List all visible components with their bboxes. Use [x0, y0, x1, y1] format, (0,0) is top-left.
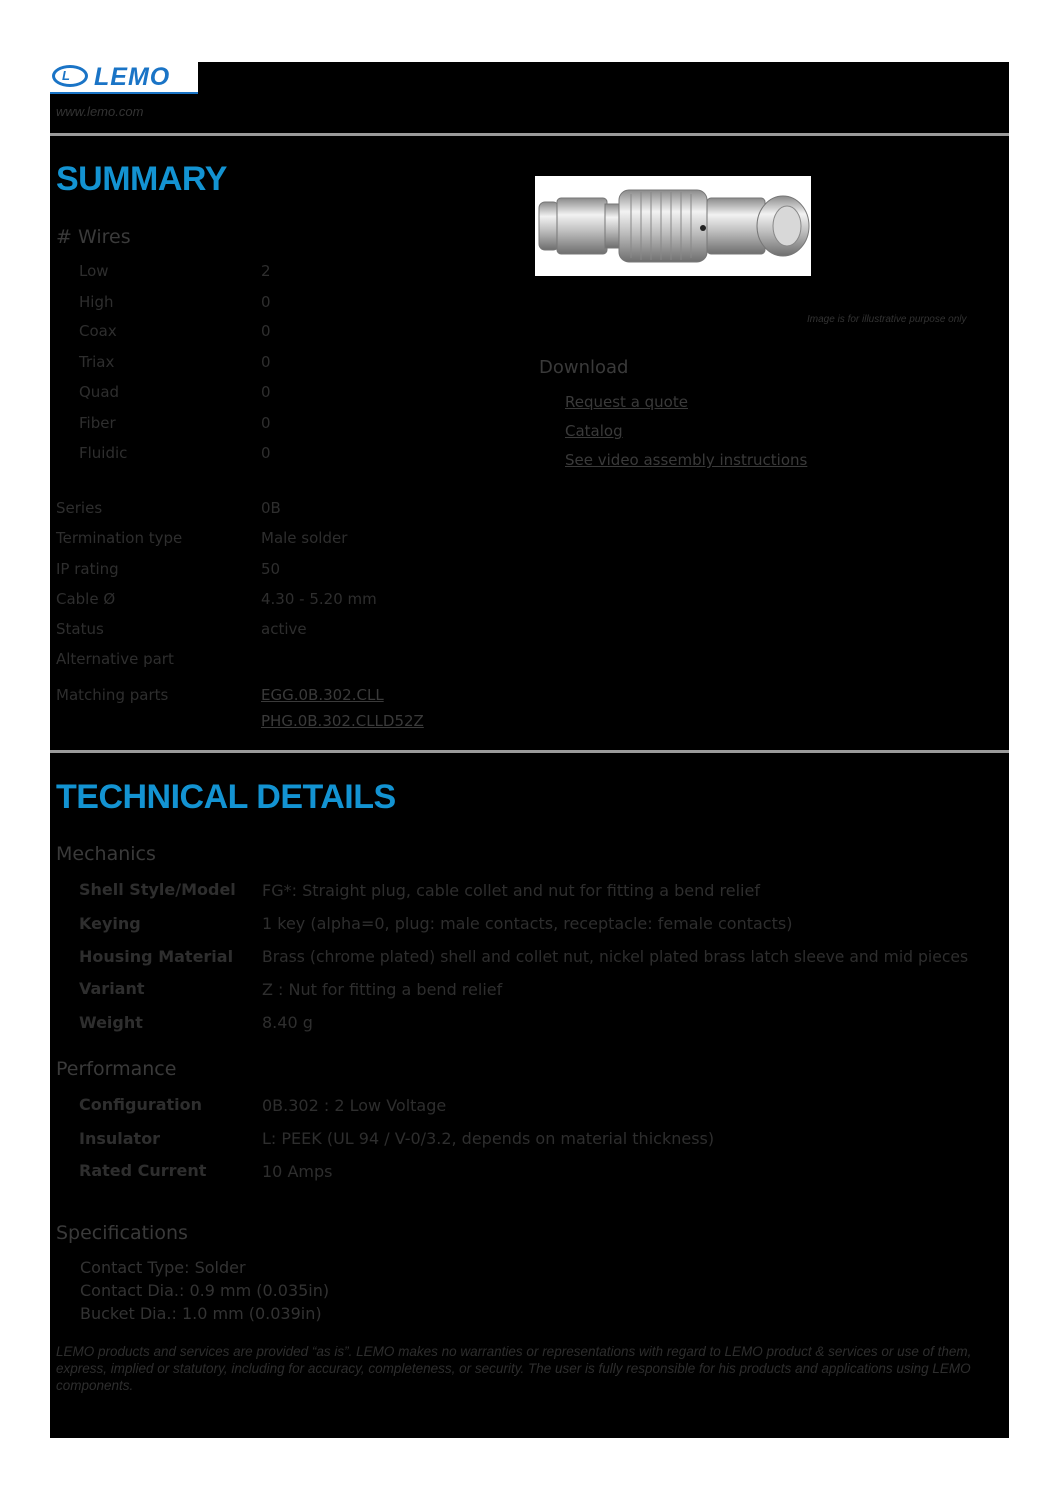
wire-label: Low	[79, 262, 109, 280]
mechanics-label: Housing Material	[79, 947, 234, 966]
wire-value: 0	[261, 353, 271, 371]
specifications-heading: Specifications	[56, 1222, 188, 1244]
wire-label: Fiber	[79, 414, 116, 432]
download-heading: Download	[539, 357, 629, 378]
video-instructions-link[interactable]: See video assembly instructions	[565, 451, 808, 469]
property-label: Cable Ø	[56, 590, 116, 608]
performance-label: Configuration	[79, 1095, 203, 1114]
summary-title: SUMMARY	[56, 160, 227, 198]
property-value: 0B	[261, 499, 281, 517]
technical-details-title: TECHNICAL DETAILS	[56, 778, 396, 816]
wire-value: 0	[261, 322, 271, 340]
property-value: 4.30 - 5.20 mm	[261, 590, 377, 608]
wire-value: 0	[261, 414, 271, 432]
mechanics-value: FG*: Straight plug, cable collet and nut for fitting a bend relief	[262, 881, 760, 900]
mechanics-label: Weight	[79, 1013, 143, 1032]
performance-value: 10 Amps	[262, 1162, 333, 1181]
matching-part-link[interactable]: EGG.0B.302.CLL	[261, 686, 384, 704]
wire-label: Coax	[79, 322, 117, 340]
property-label: Termination type	[56, 529, 183, 547]
mechanics-label: Keying	[79, 914, 141, 933]
lemo-logo	[50, 62, 198, 94]
property-label: IP rating	[56, 560, 119, 578]
mechanics-heading: Mechanics	[56, 843, 156, 865]
mechanics-value: 1 key (alpha=0, plug: male contacts, receptacle: female contacts)	[262, 914, 793, 933]
specification-item: Contact Type: Solder	[80, 1258, 246, 1277]
performance-label: Insulator	[79, 1129, 161, 1148]
wire-label: Fluidic	[79, 444, 128, 462]
performance-value: L: PEEK (UL 94 / V-0/3.2, depends on material thickness)	[262, 1129, 715, 1148]
wire-value: 0	[261, 444, 271, 462]
connector-illustration	[535, 176, 811, 276]
disclaimer: LEMO products and services are provided “as is”. LEMO makes no warranties or representations with regard to LEMO product & services or use of them, express, implied or statutory, including for accuracy, completeness, or security. The user is fully responsible for his products and applications using LEMO components.	[56, 1344, 972, 1393]
mechanics-label: Shell Style/Model	[79, 880, 236, 899]
image-caption: Image is for illustrative purpose only	[807, 314, 967, 325]
divider	[50, 133, 1009, 136]
request-quote-link[interactable]: Request a quote	[565, 393, 688, 411]
specification-item: Contact Dia.: 0.9 mm (0.035in)	[80, 1281, 330, 1300]
property-value: 50	[261, 560, 281, 578]
wires-heading: # Wires	[56, 226, 131, 248]
mechanics-value: Z : Nut for fitting a bend relief	[262, 980, 503, 999]
logo-wordmark: LEMO	[94, 63, 171, 91]
property-label: Status	[56, 620, 104, 638]
wire-label: Triax	[79, 353, 115, 371]
performance-value: 0B.302 : 2 Low Voltage	[262, 1096, 447, 1115]
mechanics-value: 8.40 g	[262, 1013, 313, 1032]
datasheet-page	[50, 62, 1009, 1438]
wire-value: 0	[261, 293, 271, 311]
performance-label: Rated Current	[79, 1161, 207, 1180]
property-value: active	[261, 620, 307, 638]
property-label: Alternative part	[56, 650, 174, 668]
website-url: www.lemo.com	[56, 104, 144, 119]
property-value: Male solder	[261, 529, 348, 547]
wire-label: Quad	[79, 383, 120, 401]
wire-value: 0	[261, 383, 271, 401]
matching-parts-label: Matching parts	[56, 686, 169, 704]
specification-item: Bucket Dia.: 1.0 mm (0.039in)	[80, 1304, 322, 1323]
specifications-list	[80, 1256, 329, 1325]
wire-value: 2	[261, 262, 271, 280]
divider	[50, 750, 1009, 753]
catalog-link[interactable]: Catalog	[565, 422, 623, 440]
wire-label: High	[79, 293, 114, 311]
mechanics-value: Brass (chrome plated) shell and collet nut, nickel plated brass latch sleeve and mid pieces	[262, 948, 969, 966]
performance-heading: Performance	[56, 1058, 177, 1080]
mechanics-label: Variant	[79, 979, 145, 998]
product-image	[535, 176, 811, 276]
property-label: Series	[56, 499, 103, 517]
logo-emblem-icon: L	[52, 65, 88, 87]
matching-part-link[interactable]: PHG.0B.302.CLLD52Z	[261, 712, 424, 730]
